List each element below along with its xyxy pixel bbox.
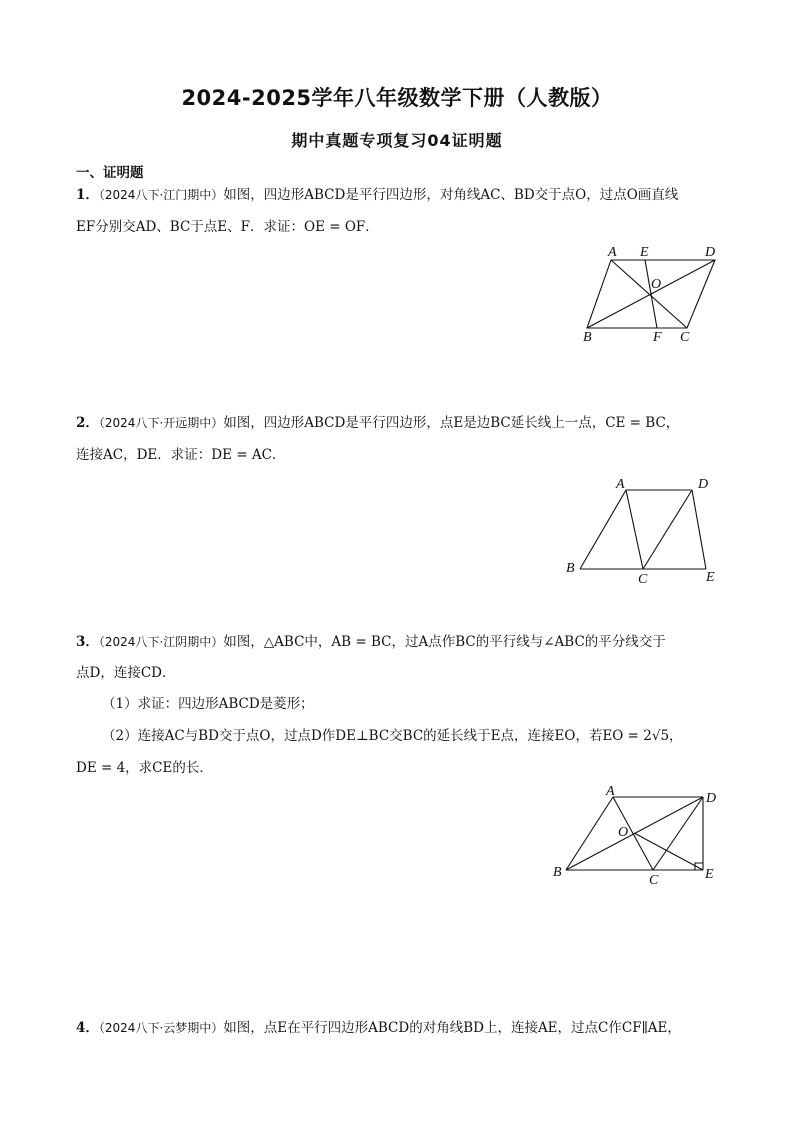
question-3-line-2: 点D，连接CD． xyxy=(76,665,176,681)
question-number: 1． xyxy=(76,187,99,203)
label-a: A xyxy=(606,784,615,799)
question-text: 如图，△ABC中，AB = BC，过A点作BC的平行线与∠ABC的平分线交于 xyxy=(223,634,666,650)
line-ef xyxy=(645,260,657,328)
label-a: A xyxy=(608,245,617,260)
question-source: （2024八下·云梦期中） xyxy=(98,1021,224,1035)
question-number: 4． xyxy=(76,1020,99,1036)
label-a: A xyxy=(616,477,625,492)
side-ab xyxy=(580,490,626,569)
label-e: E xyxy=(640,245,649,260)
label-b: B xyxy=(583,330,592,345)
figure-1 xyxy=(575,240,725,345)
label-b: B xyxy=(566,561,575,576)
segment-de xyxy=(692,490,706,569)
label-c: C xyxy=(649,873,659,888)
question-4-line-1 xyxy=(76,1019,681,1037)
question-number: 2． xyxy=(76,415,99,431)
question-source: （2024八下·开远期中） xyxy=(98,416,224,430)
label-o: O xyxy=(618,825,629,840)
question-3-line-1 xyxy=(76,633,666,651)
question-2-line-2: 连接AC，DE．求证：DE = AC． xyxy=(76,447,286,463)
label-d: D xyxy=(698,477,709,492)
section-heading: 一、证明题 xyxy=(76,165,144,181)
label-f: F xyxy=(653,330,662,345)
question-source: （2024八下·江门期中） xyxy=(98,188,224,202)
question-3-line-5: DE = 4，求CE的长． xyxy=(76,760,213,776)
label-d: D xyxy=(706,791,717,806)
side-ab xyxy=(566,797,613,870)
question-source: （2024八下·江阴期中） xyxy=(98,635,224,649)
question-number: 3． xyxy=(76,634,99,650)
question-3-part-1: （1）求证：四边形ABCD是菱形； xyxy=(102,696,314,712)
label-b: B xyxy=(553,865,562,880)
segment-dc xyxy=(643,490,692,569)
question-1-line-2: EF分别交AD、BC于点E、F．求证：OE = OF． xyxy=(76,219,379,235)
figure-2 xyxy=(560,470,730,590)
page-subtitle: 期中真题专项复习04证明题 xyxy=(291,131,503,150)
segment-ac xyxy=(626,490,643,569)
segment-eo xyxy=(634,833,703,870)
figure-3 xyxy=(548,780,728,890)
page-title: 2024-2025学年八年级数学下册（人教版） xyxy=(181,86,613,110)
question-1-line-1 xyxy=(76,186,678,204)
question-text: 如图，四边形ABCD是平行四边形，对角线AC、BD交于点O，过点O画直线 xyxy=(223,187,679,203)
label-c: C xyxy=(680,330,690,345)
question-3-part-2: （2）连接AC与BD交于点O，过点D作DE⊥BC交BC的延长线于E点，连接EO，若EO = 2√5， xyxy=(102,728,683,744)
question-2-line-1 xyxy=(76,414,679,432)
label-e: E xyxy=(705,867,714,882)
label-c: C xyxy=(638,572,648,587)
diagonal-ac xyxy=(611,260,687,328)
label-e: E xyxy=(706,570,715,585)
question-text: 如图，点E在平行四边形ABCD的对角线BD上，连接AE，过点C作CF∥AE， xyxy=(223,1020,681,1036)
label-o: O xyxy=(651,277,662,292)
segment-dc xyxy=(653,797,703,870)
label-d: D xyxy=(705,245,716,260)
question-text: 如图，四边形ABCD是平行四边形，点E是边BC延长线上一点，CE = BC， xyxy=(223,415,680,431)
